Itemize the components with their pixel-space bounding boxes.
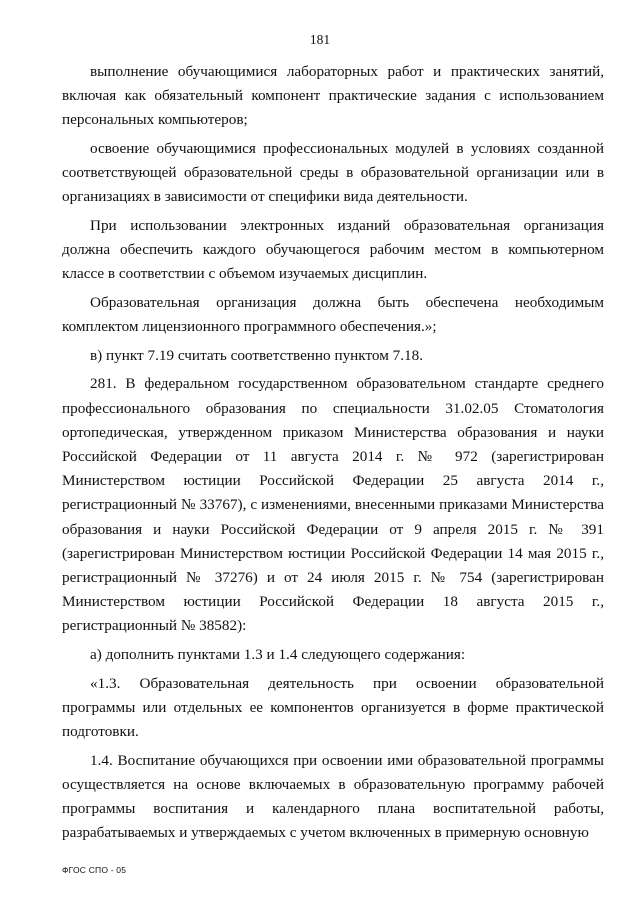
paragraph-add-items: а) дополнить пунктами 1.3 и 1.4 следующего содержания: [90, 646, 466, 664]
page-number: 181 [309, 32, 331, 47]
paragraph-1-3: «1.3. Образовательная деятельность при освоении образовательной программы или отдельных ее компонентов организуется в форме практической подготовки. [62, 674, 604, 741]
paragraph-lab-work: выполнение обучающимися лабораторных работ и практических занятий, включая как обязательный компонент практические задания с использованием персональных компьютеров; [62, 63, 604, 129]
footer-code: ФГОС СПО - 05 [62, 865, 127, 875]
paragraph-1-4: 1.4. Воспитание обучающихся при освоении ими образовательной программы осуществляется на основе включаемых в образовательную программу рабочей программы воспитания и календарного плана воспитательной работы, разрабатываемых и утверждаемых с учетом включенных в примерную основную [62, 751, 604, 842]
paragraph-licensed-software: Образовательная организация должна быть обеспечена необходимым комплектом лицензионного программного обеспечения.»; [62, 294, 604, 336]
paragraph-281: 281. В федеральном государственном образовательном стандарте среднего профессионального образования по специальности 31.02.05 Стоматология ортопедическая, утвержденном приказом Министерства образования и науки Российской Федерации от 11 августа 2014 г. № 972 (зарегистрирован Министерством юстиции Российской Федерации 25 августа 2014 г., регистрационный № 33767), с изменениями, внесенными приказами Министерства образования и науки Российской Федерации от 9 апреля 2015 г. № 391 (зарегистрирован Министерством юстиции Российской Федерации 14 мая 2015 г., регистрационный № 37276) и от 24 июля 2015 г. № 754 (зарегистрирован Министерством юстиции Российской Федерации 18 августа 2015 г., регистрационный № 38582): [62, 375, 604, 635]
paragraph-item-7-19: в) пункт 7.19 считать соответственно пунктом 7.18. [90, 346, 424, 364]
document-body [62, 60, 604, 850]
paragraph-electronic-editions: При использовании электронных изданий образовательная организация должна обеспечить каждого обучающегося рабочим местом в компьютерном классе в соответствии с объемом изучаемых дисциплин. [62, 217, 604, 283]
paragraph-professional-modules: освоение обучающимися профессиональных модулей в условиях созданной соответствующей образовательной среды в образовательной организации или в организациях в зависимости от специфики вида деятельности. [62, 140, 604, 206]
